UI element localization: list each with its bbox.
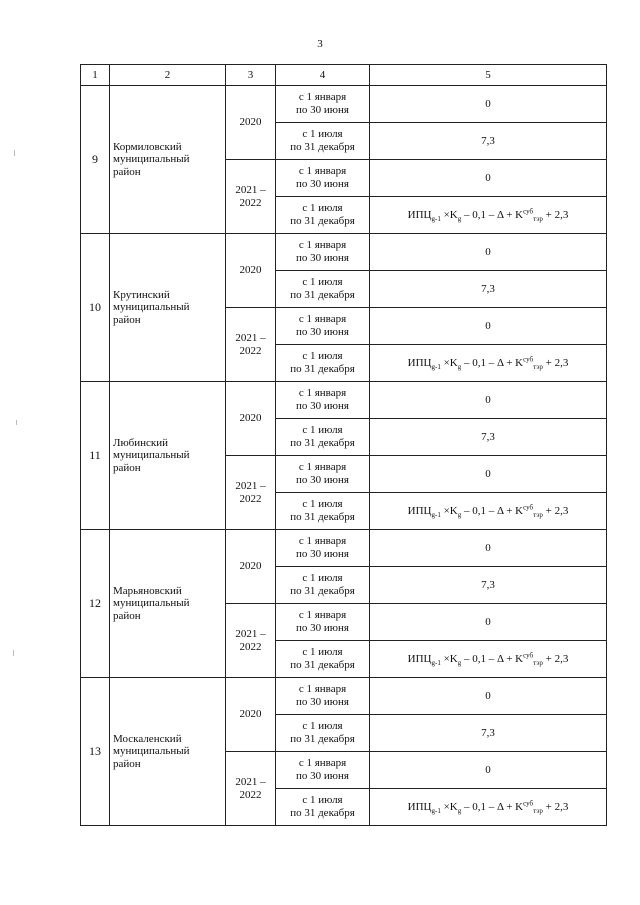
text-line: с 1 июля <box>302 794 343 807</box>
formula <box>408 801 569 813</box>
period-cell <box>276 308 370 345</box>
scan-mark <box>13 650 14 656</box>
header-cell: 5 <box>370 65 607 86</box>
text-line: 0 <box>485 393 491 406</box>
period-cell <box>276 123 370 160</box>
text-line: район <box>113 313 141 326</box>
text-line: 0 <box>485 245 491 258</box>
formula <box>408 357 569 369</box>
text-line: с 1 января <box>298 535 347 548</box>
formula-part: – 0,1 – Δ + K <box>461 504 524 517</box>
row-number: 9 <box>81 86 110 234</box>
value-cell <box>370 530 607 567</box>
text-line: 0 <box>485 763 491 776</box>
value-cell <box>370 641 607 678</box>
text-line: по 30 июня <box>296 400 349 412</box>
table-row <box>81 234 607 271</box>
value-cell <box>370 86 607 123</box>
formula-part: суб <box>523 503 534 512</box>
period-cell <box>276 382 370 419</box>
value-cell <box>370 604 607 641</box>
period-cell <box>276 752 370 789</box>
formula-part: ИПЦ <box>407 652 432 665</box>
formula <box>408 505 569 517</box>
district-name <box>110 382 226 530</box>
period-cell <box>276 604 370 641</box>
value-cell <box>370 234 607 271</box>
text-line: Кормиловский <box>113 140 182 153</box>
value-cell <box>370 493 607 530</box>
text-line: с 1 июля <box>302 202 343 215</box>
value-cell <box>370 715 607 752</box>
table-body <box>81 65 607 826</box>
text-line: по 30 июня <box>296 252 349 264</box>
formula-part: тэр <box>533 362 543 371</box>
text-line: 7,3 <box>481 430 495 443</box>
row-number: 10 <box>81 234 110 382</box>
text-line: Любинский <box>113 436 169 449</box>
text-line: район <box>113 165 141 178</box>
value-cell <box>370 271 607 308</box>
table-row <box>81 678 607 715</box>
formula-part: суб <box>523 651 534 660</box>
text-line: 0 <box>485 689 491 702</box>
header-cell: 3 <box>226 65 276 86</box>
text-line: 2020 <box>239 560 262 573</box>
text-line: 2021 – <box>235 775 266 788</box>
text-line: 2022 <box>239 640 262 653</box>
row-number: 12 <box>81 530 110 678</box>
formula-part: ×K <box>440 208 458 221</box>
formula-part: – 0,1 – Δ + K <box>461 652 524 665</box>
text-line: с 1 июля <box>302 128 343 141</box>
text-line: по 31 декабря <box>290 807 355 819</box>
formula-part: тэр <box>533 510 543 519</box>
formula-part: ИПЦ <box>407 356 432 369</box>
period-cell <box>276 234 370 271</box>
formula-part: – 0,1 – Δ + K <box>461 208 524 221</box>
value-cell <box>370 160 607 197</box>
period-cell <box>276 271 370 308</box>
text-line: 2020 <box>239 708 262 721</box>
text-line: с 1 января <box>298 165 347 178</box>
text-line: муниципальный <box>113 745 190 758</box>
year-cell <box>226 604 276 678</box>
value-cell <box>370 197 607 234</box>
value-cell <box>370 678 607 715</box>
header-cell: 4 <box>276 65 370 86</box>
year-cell <box>226 530 276 604</box>
text-line: с 1 июля <box>302 498 343 511</box>
period-cell <box>276 493 370 530</box>
formula-part: ×K <box>440 356 458 369</box>
formula-part: – 0,1 – Δ + K <box>461 356 524 369</box>
formula-part: g-1 <box>431 214 441 223</box>
formula-part: + 2,3 <box>542 800 569 813</box>
text-line: 0 <box>485 97 491 110</box>
text-line: 0 <box>485 171 491 184</box>
text-line: по 31 декабря <box>290 659 355 671</box>
text-line: по 30 июня <box>296 548 349 560</box>
formula-part: + 2,3 <box>542 208 569 221</box>
value-cell <box>370 419 607 456</box>
text-line: с 1 июля <box>302 720 343 733</box>
formula-part: + 2,3 <box>542 504 569 517</box>
text-line: с 1 июля <box>302 646 343 659</box>
text-line: 2022 <box>239 344 262 357</box>
year-cell <box>226 456 276 530</box>
page-number: 3 <box>317 38 323 50</box>
formula-part: + 2,3 <box>542 356 569 369</box>
period-cell <box>276 715 370 752</box>
text-line: по 31 декабря <box>290 363 355 375</box>
text-line: с 1 января <box>298 313 347 326</box>
year-cell <box>226 160 276 234</box>
text-line: 2020 <box>239 412 262 425</box>
text-line: с 1 января <box>298 239 347 252</box>
formula-part: ×K <box>440 504 458 517</box>
text-line: муниципальный <box>113 153 190 166</box>
header-cell: 1 <box>81 65 110 86</box>
period-cell <box>276 86 370 123</box>
text-line: по 31 декабря <box>290 141 355 153</box>
scan-mark <box>16 420 17 425</box>
allowance-table <box>80 64 607 826</box>
text-line: 2020 <box>239 264 262 277</box>
formula-part: тэр <box>533 214 543 223</box>
text-line: 7,3 <box>481 134 495 147</box>
text-line: 2022 <box>239 492 262 505</box>
header-cell: 2 <box>110 65 226 86</box>
text-line: по 30 июня <box>296 770 349 782</box>
period-cell <box>276 160 370 197</box>
formula-part: ×K <box>440 652 458 665</box>
formula-part: тэр <box>533 806 543 815</box>
formula-part: тэр <box>533 658 543 667</box>
formula-part: g <box>457 362 462 371</box>
text-line: Марьяновский <box>113 584 182 597</box>
district-name <box>110 86 226 234</box>
text-line: 0 <box>485 467 491 480</box>
text-line: с 1 января <box>298 91 347 104</box>
text-line: 2021 – <box>235 479 266 492</box>
year-cell <box>226 678 276 752</box>
text-line: муниципальный <box>113 449 190 462</box>
value-cell <box>370 456 607 493</box>
period-cell <box>276 789 370 826</box>
text-line: с 1 июля <box>302 424 343 437</box>
text-line: 2021 – <box>235 331 266 344</box>
table-row <box>81 530 607 567</box>
value-cell <box>370 382 607 419</box>
text-line: по 31 декабря <box>290 585 355 597</box>
formula <box>408 653 569 665</box>
text-line: 2020 <box>239 116 262 129</box>
text-line: 2022 <box>239 788 262 801</box>
year-cell <box>226 752 276 826</box>
value-cell <box>370 752 607 789</box>
period-cell <box>276 419 370 456</box>
year-cell <box>226 86 276 160</box>
text-line: по 30 июня <box>296 622 349 634</box>
text-line: с 1 июля <box>302 572 343 585</box>
text-line: с 1 января <box>298 461 347 474</box>
value-cell <box>370 789 607 826</box>
period-cell <box>276 530 370 567</box>
formula-part: g <box>457 806 462 815</box>
formula <box>408 209 569 221</box>
district-name <box>110 234 226 382</box>
district-name <box>110 530 226 678</box>
formula-part: ×K <box>440 800 458 813</box>
formula-part: суб <box>523 355 534 364</box>
text-line: по 31 декабря <box>290 733 355 745</box>
table-row <box>81 382 607 419</box>
row-number: 13 <box>81 678 110 826</box>
district-name <box>110 678 226 826</box>
text-line: с 1 июля <box>302 276 343 289</box>
text-line: район <box>113 609 141 622</box>
text-line: 0 <box>485 615 491 628</box>
period-cell <box>276 678 370 715</box>
text-line: 7,3 <box>481 726 495 739</box>
text-line: с 1 января <box>298 609 347 622</box>
text-line: по 30 июня <box>296 326 349 338</box>
text-line: Москаленский <box>113 732 182 745</box>
text-line: по 30 июня <box>296 104 349 116</box>
text-line: с 1 января <box>298 387 347 400</box>
text-line: с 1 января <box>298 683 347 696</box>
table-row <box>81 86 607 123</box>
text-line: 0 <box>485 319 491 332</box>
text-line: район <box>113 757 141 770</box>
text-line: район <box>113 461 141 474</box>
formula-part: g-1 <box>431 806 441 815</box>
value-cell <box>370 567 607 604</box>
text-line: муниципальный <box>113 597 190 610</box>
formula-part: g-1 <box>431 362 441 371</box>
period-cell <box>276 567 370 604</box>
formula-part: суб <box>523 207 534 216</box>
text-line: по 30 июня <box>296 696 349 708</box>
text-line: с 1 января <box>298 757 347 770</box>
text-line: Крутинский <box>113 288 170 301</box>
year-cell <box>226 308 276 382</box>
text-line: по 31 декабря <box>290 289 355 301</box>
text-line: с 1 июля <box>302 350 343 363</box>
year-cell <box>226 382 276 456</box>
value-cell <box>370 123 607 160</box>
formula-part: g-1 <box>431 510 441 519</box>
period-cell <box>276 456 370 493</box>
text-line: 2021 – <box>235 183 266 196</box>
text-line: муниципальный <box>113 301 190 314</box>
formula-part: ИПЦ <box>407 504 432 517</box>
text-line: по 30 июня <box>296 178 349 190</box>
text-line: по 31 декабря <box>290 215 355 227</box>
text-line: 0 <box>485 541 491 554</box>
formula-part: + 2,3 <box>542 652 569 665</box>
text-line: 7,3 <box>481 282 495 295</box>
formula-part: g <box>457 658 462 667</box>
value-cell <box>370 308 607 345</box>
period-cell <box>276 197 370 234</box>
period-cell <box>276 641 370 678</box>
text-line: 7,3 <box>481 578 495 591</box>
formula-part: ИПЦ <box>407 800 432 813</box>
text-line: по 31 декабря <box>290 511 355 523</box>
text-line: 2021 – <box>235 627 266 640</box>
period-cell <box>276 345 370 382</box>
text-line: по 31 декабря <box>290 437 355 449</box>
formula-part: суб <box>523 799 534 808</box>
header-row <box>81 65 607 86</box>
scan-mark <box>14 150 15 156</box>
year-cell <box>226 234 276 308</box>
row-number: 11 <box>81 382 110 530</box>
formula-part: ИПЦ <box>407 208 432 221</box>
formula-part: – 0,1 – Δ + K <box>461 800 524 813</box>
text-line: по 30 июня <box>296 474 349 486</box>
formula-part: g <box>457 214 462 223</box>
formula-part: g <box>457 510 462 519</box>
text-line: 2022 <box>239 196 262 209</box>
value-cell <box>370 345 607 382</box>
formula-part: g-1 <box>431 658 441 667</box>
